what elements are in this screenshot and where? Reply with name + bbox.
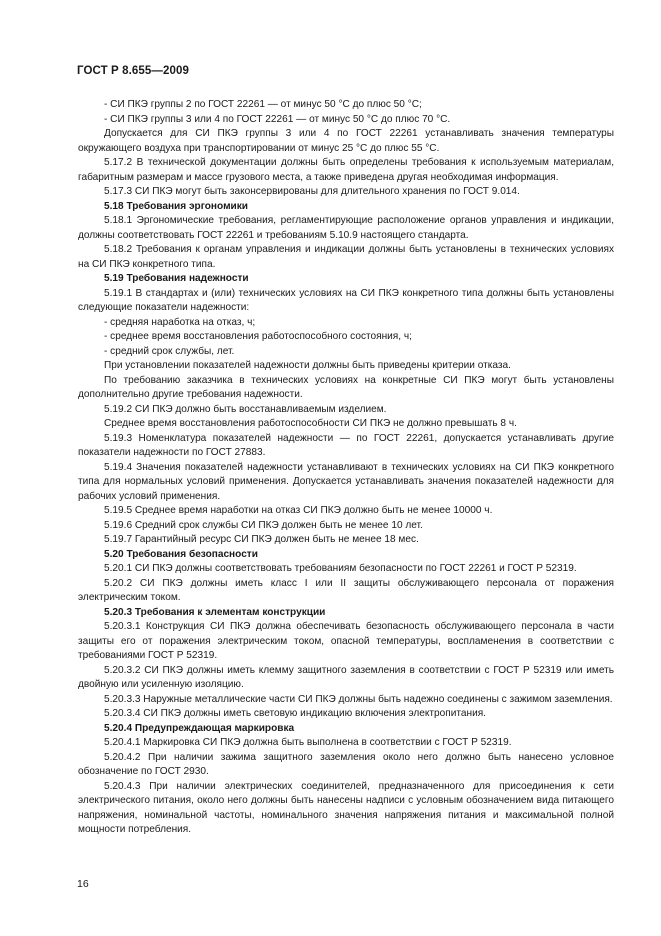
paragraph: 5.20.3.3 Наружные металлические части СИ ПКЭ должны быть надежно соединены с зажимом заземления.	[104, 693, 613, 705]
paragraph: 5.20.4.1 Маркировка СИ ПКЭ должна быть выполнена в соответствии с ГОСТ Р 52319.	[104, 737, 512, 748]
subsection-heading: 5.20.3 Требования к элементам конструкции	[104, 606, 326, 618]
list-item: - среднее время восстановления работоспособного состояния, ч;	[104, 331, 412, 342]
paragraph: 5.19.4 Значения показателей надежности устанавливают в технических условиях на СИ ПКЭ конкретного типа для нормальных условий применения. Допускается устанавливать значения показателей надежности для рабочих условий применения.	[78, 461, 614, 502]
paragraph: 5.19.3 Номенклатура показателей надежности — по ГОСТ 22261, допускается устанавливать другие показатели надежности по ГОСТ 27883.	[78, 432, 614, 458]
paragraph: 5.20.2 СИ ПКЭ должны иметь класс I или II защиты обслуживающего персонала от поражения электрическим током.	[78, 577, 614, 603]
paragraph: 5.20.3.2 СИ ПКЭ должны иметь клемму защитного заземления в соответствии с ГОСТ Р 52319 или иметь двойную или усиленную изоляцию.	[78, 664, 614, 690]
section-heading: 5.20 Требования безопасности	[104, 548, 258, 560]
paragraph: 5.19.7 Гарантийный ресурс СИ ПКЭ должен быть не менее 18 мес.	[104, 534, 419, 545]
paragraph: 5.19.1 В стандартах и (или) технических условиях на СИ ПКЭ конкретного типа должны быть установлены следующие показатели надежности:	[78, 287, 614, 313]
paragraph: Среднее время восстановления работоспособности СИ ПКЭ не должно превышать 8 ч.	[104, 418, 517, 429]
paragraph: 5.20.4.2 При наличии зажима защитного заземления около него должно быть нанесено условное обозначение по ГОСТ 2930.	[78, 751, 614, 777]
list-item: - средняя наработка на отказ, ч;	[104, 316, 256, 328]
paragraph: 5.20.3.4 СИ ПКЭ должны иметь световую индикацию включения электропитания.	[104, 708, 486, 719]
paragraph: 5.20.1 СИ ПКЭ должны соответствовать требованиям безопасности по ГОСТ 22261 и ГОСТ Р 52319.	[104, 563, 577, 574]
list-item: - средний срок службы, лет.	[104, 345, 235, 357]
paragraph: 5.18.2 Требования к органам управления и индикации должны быть установлены в технических условиях на СИ ПКЭ конкретного типа.	[78, 244, 614, 270]
paragraph: Допускается для СИ ПКЭ группы 3 или 4 по ГОСТ 22261 устанавливать значения температуры окружающего воздуха при транспортировании от минус 25 °С до плюс 55 °С.	[78, 128, 614, 154]
paragraph: 5.18.1 Эргономические требования, регламентирующие расположение органов управления и индикации, должны соответствовать ГОСТ 22261 и требованиям 5.10.9 настоящего стандарта.	[78, 215, 614, 241]
page-number: 16	[77, 878, 89, 890]
paragraph: По требованию заказчика в технических условиях на конкретные СИ ПКЭ могут быть установлены дополнительно другие требования надежности.	[78, 374, 614, 400]
paragraph: 5.17.3 СИ ПКЭ могут быть законсервированы для длительного хранения по ГОСТ 9.014.	[104, 186, 520, 197]
section-heading: 5.18 Требования эргономики	[104, 200, 248, 212]
document-body	[78, 98, 614, 838]
section-heading: 5.19 Требования надежности	[104, 273, 249, 284]
paragraph: 5.19.2 СИ ПКЭ должно быть восстанавливаемым изделием.	[104, 403, 387, 415]
page-header: ГОСТ Р 8.655—2009	[77, 65, 189, 77]
paragraph: 5.19.6 Средний срок службы СИ ПКЭ должен быть не менее 10 лет.	[104, 519, 423, 531]
paragraph: 5.17.2 В технической документации должны быть определены требования к используемым материалам, габаритным размерам и массе грузового места, а также приведена другая необходимая информация.	[78, 157, 614, 183]
paragraph: 5.19.5 Среднее время наработки на отказ СИ ПКЭ должно быть не менее 10000 ч.	[104, 505, 493, 516]
subsection-heading: 5.20.4 Предупреждающая маркировка	[104, 722, 295, 734]
paragraph: - СИ ПКЭ группы 3 или 4 по ГОСТ 22261 — от минус 50 °С до плюс 70 °С.	[104, 113, 451, 125]
paragraph: 5.20.3.1 Конструкция СИ ПКЭ должна обеспечивать безопасность обслуживающего персонала в части защиты его от поражения электрическим током, опасной температуры, воспламенения в соответствии с требованиями ГОСТ Р 52319.	[78, 621, 614, 661]
paragraph: 5.20.4.3 При наличии электрических соединителей, предназначенного для присоединения к сети электрического питания, около него должны быть нанесены надписи с условным обозначением вида питающего напряжения, номинальной частоты, номинального значения напряжения питания и максимальной полной мощности потребления.	[78, 780, 614, 835]
paragraph: - СИ ПКЭ группы 2 по ГОСТ 22261 — от минус 50 °С до плюс 50 °С;	[104, 99, 422, 110]
paragraph: При установлении показателей надежности должны быть приведены критерии отказа.	[104, 360, 511, 371]
